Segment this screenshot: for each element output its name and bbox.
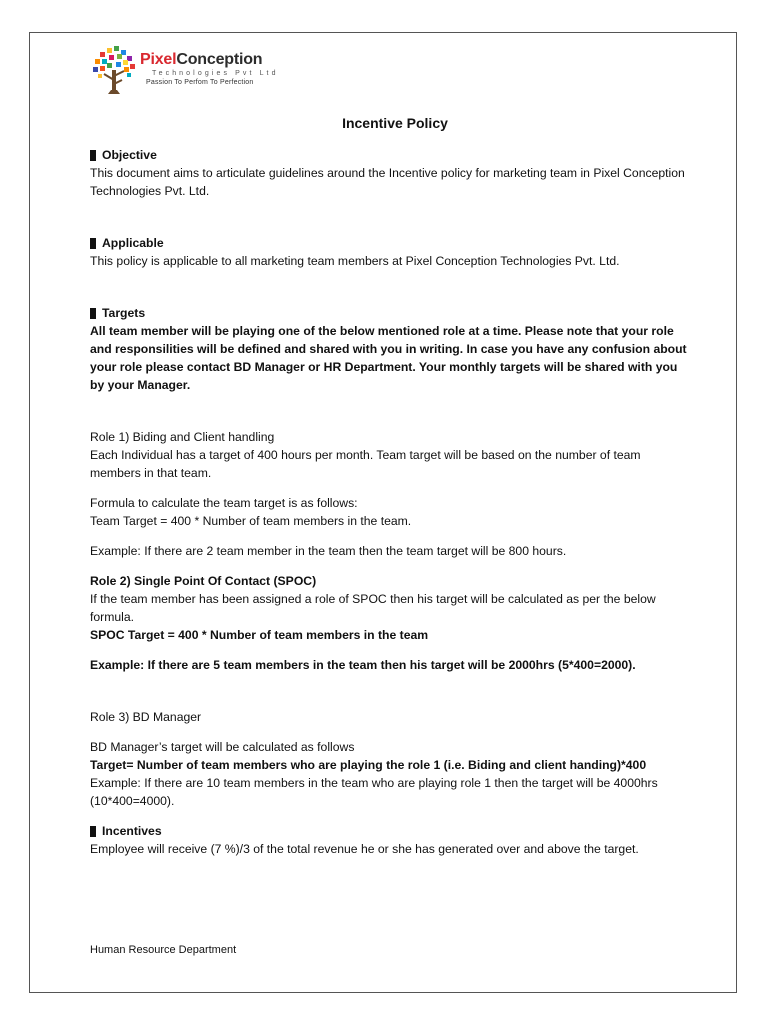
tree-logo-icon [90,44,138,98]
targets-heading [90,304,690,322]
footer-department: Human Resource Department [90,944,237,956]
role1-heading: Role 1) Biding and Client handling [90,430,275,444]
logo-wordmark [140,51,262,69]
targets-text: All team member will be playing one of the below mentioned role at a time. Please note that your role and responsilities will be defined and shared with you in writing. In case you have any confusion about your role please contact BD Manager or HR Department. Your monthly targets will be shared with you by your Manager. [90,324,687,392]
document-title: Incentive Policy [342,115,448,131]
applicable-heading [90,234,690,252]
company-logo [90,44,280,100]
role2-heading: Role 2) Single Point Of Contact (SPOC) [90,574,317,588]
logo-name-conception: Conception [176,51,263,68]
applicable-heading-text: Applicable [102,236,164,250]
role2-formula: SPOC Target = 400 * Number of team members in the team [90,628,429,642]
document-body [90,114,690,858]
role2-example: Example: If there are 5 team members in the team then his target will be 2000hrs (5*400=2000). [90,658,636,672]
objective-heading [90,146,690,164]
objective-text: This document aims to articulate guidelines around the Incentive policy for marketing team in Pixel Conception Technologies Pvt. Ltd. [90,166,685,198]
role1-example: Example: If there are 2 team member in the team then the team target will be 800 hours. [90,544,567,558]
objective-heading-text: Objective [102,148,157,162]
section-bullet-icon [90,150,96,161]
targets-heading-text: Targets [102,306,146,320]
role3-formula: Target= Number of team members who are playing the role 1 (i.e. Biding and client handing)*400 [90,758,647,772]
role1-formula: Team Target = 400 * Number of team members in the team. [90,514,412,528]
role3-heading: Role 3) BD Manager [90,710,202,724]
logo-tagline: Passion To Perfom To Perfection [146,79,254,86]
incentives-heading [90,822,690,840]
role1-text: Each Individual has a target of 400 hours per month. Team target will be based on the number of team members in that team. [90,448,641,480]
logo-name-pixel: Pixel [140,51,177,68]
logo-subtitle: Technologies Pvt Ltd [152,70,279,77]
role2-text: If the team member has been assigned a role of SPOC then his target will be calculated as per the below formula. [90,592,656,624]
role3-example: Example: If there are 10 team members in the team who are playing role 1 then the target will be 4000hrs (10*400=4000). [90,776,658,808]
role1-formula-intro: Formula to calculate the team target is as follows: [90,496,358,510]
section-bullet-icon [90,238,96,249]
section-bullet-icon [90,826,96,837]
applicable-text: This policy is applicable to all marketing team members at Pixel Conception Technologies Pvt. Ltd. [90,254,620,268]
role3-intro: BD Manager’s target will be calculated as follows [90,740,355,754]
section-bullet-icon [90,308,96,319]
incentives-heading-text: Incentives [102,824,162,838]
incentives-text: Employee will receive (7 %)/3 of the total revenue he or she has generated over and above the target. [90,842,639,856]
